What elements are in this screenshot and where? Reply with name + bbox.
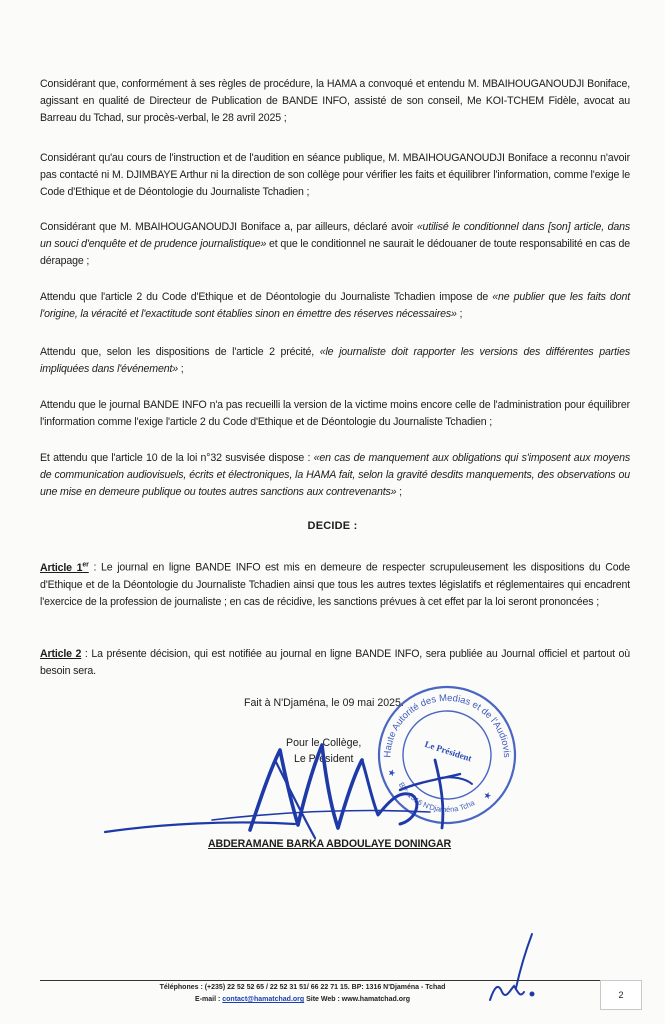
paragraph-attendu-1 xyxy=(40,289,630,323)
article-2-text: : La présente décision, qui est notifiée au journal en ligne BANDE INFO, sera publiée au Journal officiel et partout où besoin sera. xyxy=(40,648,630,677)
article-2-label: Article 2 xyxy=(40,648,82,660)
paragraph-text: Et attendu que l'article 10 de la loi n°32 susvisée dispose : xyxy=(40,452,314,464)
article-1-label xyxy=(40,562,89,574)
paragraph-text: Considérant que M. MBAIHOUGANOUDJI Boniface a, par ailleurs, déclaré avoir xyxy=(40,221,417,233)
paragraph-text: ; xyxy=(177,363,184,375)
paragraph-attendu-4 xyxy=(40,450,630,501)
paragraph-attendu-2 xyxy=(40,344,630,378)
paragraph-text: ; xyxy=(396,486,402,498)
stamp-bottom-text: BP: 1316 N'Djaména Tchad xyxy=(396,780,477,815)
article-label-sup: er xyxy=(82,561,89,568)
pour-le-college: Pour le Collège, xyxy=(286,737,362,749)
paragraph-considerant-3 xyxy=(40,219,630,270)
quotation: «utilisé le conditionnel dans [son] article, dans un souci d'enquête et de prudence journalistique» xyxy=(40,221,630,250)
stamp-ring-text: Haute Autorité des Medias et de l'Audiovisuel xyxy=(382,692,512,758)
footer-email-link[interactable]: contact@hamatchad.org xyxy=(222,996,305,1003)
article-1 xyxy=(40,556,630,611)
stamp-center-text: Le Président xyxy=(423,738,473,764)
article-2 xyxy=(40,646,630,680)
article-label-text: Article 1 xyxy=(40,561,83,574)
signatory-name: ABDERAMANE BARKA ABDOULAYE DONINGAR xyxy=(208,838,452,850)
decide-heading: DECIDE : xyxy=(307,520,358,532)
quotation: «le journaliste doit rapporter les versions des différentes parties impliquées dans l'événement» xyxy=(40,346,630,375)
footer-web-line xyxy=(0,996,635,1003)
stamp-star-icon: ★ xyxy=(386,766,398,779)
footer-website: Site Web : www.hamatchad.org xyxy=(304,996,410,1003)
footer-email-label: E-mail : xyxy=(195,996,223,1003)
paragraph-text: Attendu que l'article 2 du Code d'Ethique et de Déontologie du Journaliste Tchadien impose de xyxy=(40,291,493,303)
page-number: 2 xyxy=(600,980,642,1010)
footer-divider xyxy=(40,980,600,981)
stamp-star-icon: ★ xyxy=(482,789,493,802)
paragraph-text: et que le conditionnel ne saurait le dédouaner de toute responsabilité en cas de dérapage ; xyxy=(40,238,630,267)
footer-contact-line: Téléphones : (+235) 22 52 52 65 / 22 52 31 51/ 66 22 71 15. BP: 1316 N'Djaména - Tchad xyxy=(159,984,446,991)
place-date: Fait à N'Djaména, le 09 mai 2025. xyxy=(244,697,404,709)
president-title: Le Président xyxy=(293,753,354,765)
paragraph-attendu-3: Attendu que le journal BANDE INFO n'a pas recueilli la version de la victime moins encore celle de l'administration pour équilibrer l'information comme l'exige l'article 2 du Code d'Ethique et de Déontologie du Journaliste Tchadien ; xyxy=(40,399,630,428)
paragraph-considerant-2: Considérant qu'au cours de l'instruction et de l'audition en séance publique, M. MBAIHOUGANOUDJI Boniface a reconnu n'avoir pas contacté ni M. DJIMBAYE Arthur ni la direction de son collège pour vérifier les faits et équilibrer l'information, comme l'exige le Code d'Ethique et de Déontologie du Journaliste Tchadien ; xyxy=(40,152,630,198)
paragraph-text: Attendu que, selon les dispositions de l'article 2 précité, xyxy=(40,346,320,358)
paragraph-considerant-1: Considérant que, conformément à ses règles de procédure, la HAMA a convoqué et entendu M. MBAIHOUGANOUDJI Boniface, agissant en qualité de Directeur de Publication de BANDE INFO, assisté de son conseil, Me KOI-TCHEM Fidèle, avocat au Barreau du Tchad, sur procès-verbal, le 28 avril 2025 ; xyxy=(40,78,630,124)
quotation: «ne publier que les faits dont l'origine, la véracité et l'exactitude sont établies sinon en émettre des réserves nécessaires» xyxy=(40,291,630,320)
paragraph-text: ; xyxy=(456,308,463,320)
article-1-text: : Le journal en ligne BANDE INFO est mis en demeure de respecter scrupuleusement les dispositions du Code d'Ethique et de la Déontologie du Journaliste Tchadien ainsi que tous les autres textes législatifs et réglementaires qui encadrent l'exercice de la profession de journaliste ; en cas de récidive, les sanctions prévues à cet effet par la loi seront prononcées ; xyxy=(40,561,630,608)
quotation: «en cas de manquement aux obligations qui s'imposent aux moyens de communication audiovisuels, écrits et électroniques, la HAMA fait, selon la gravité desdits manquements, des observations ou une mise en demeure publique ou toutes autres sanctions aux contrevenants» xyxy=(40,452,630,498)
